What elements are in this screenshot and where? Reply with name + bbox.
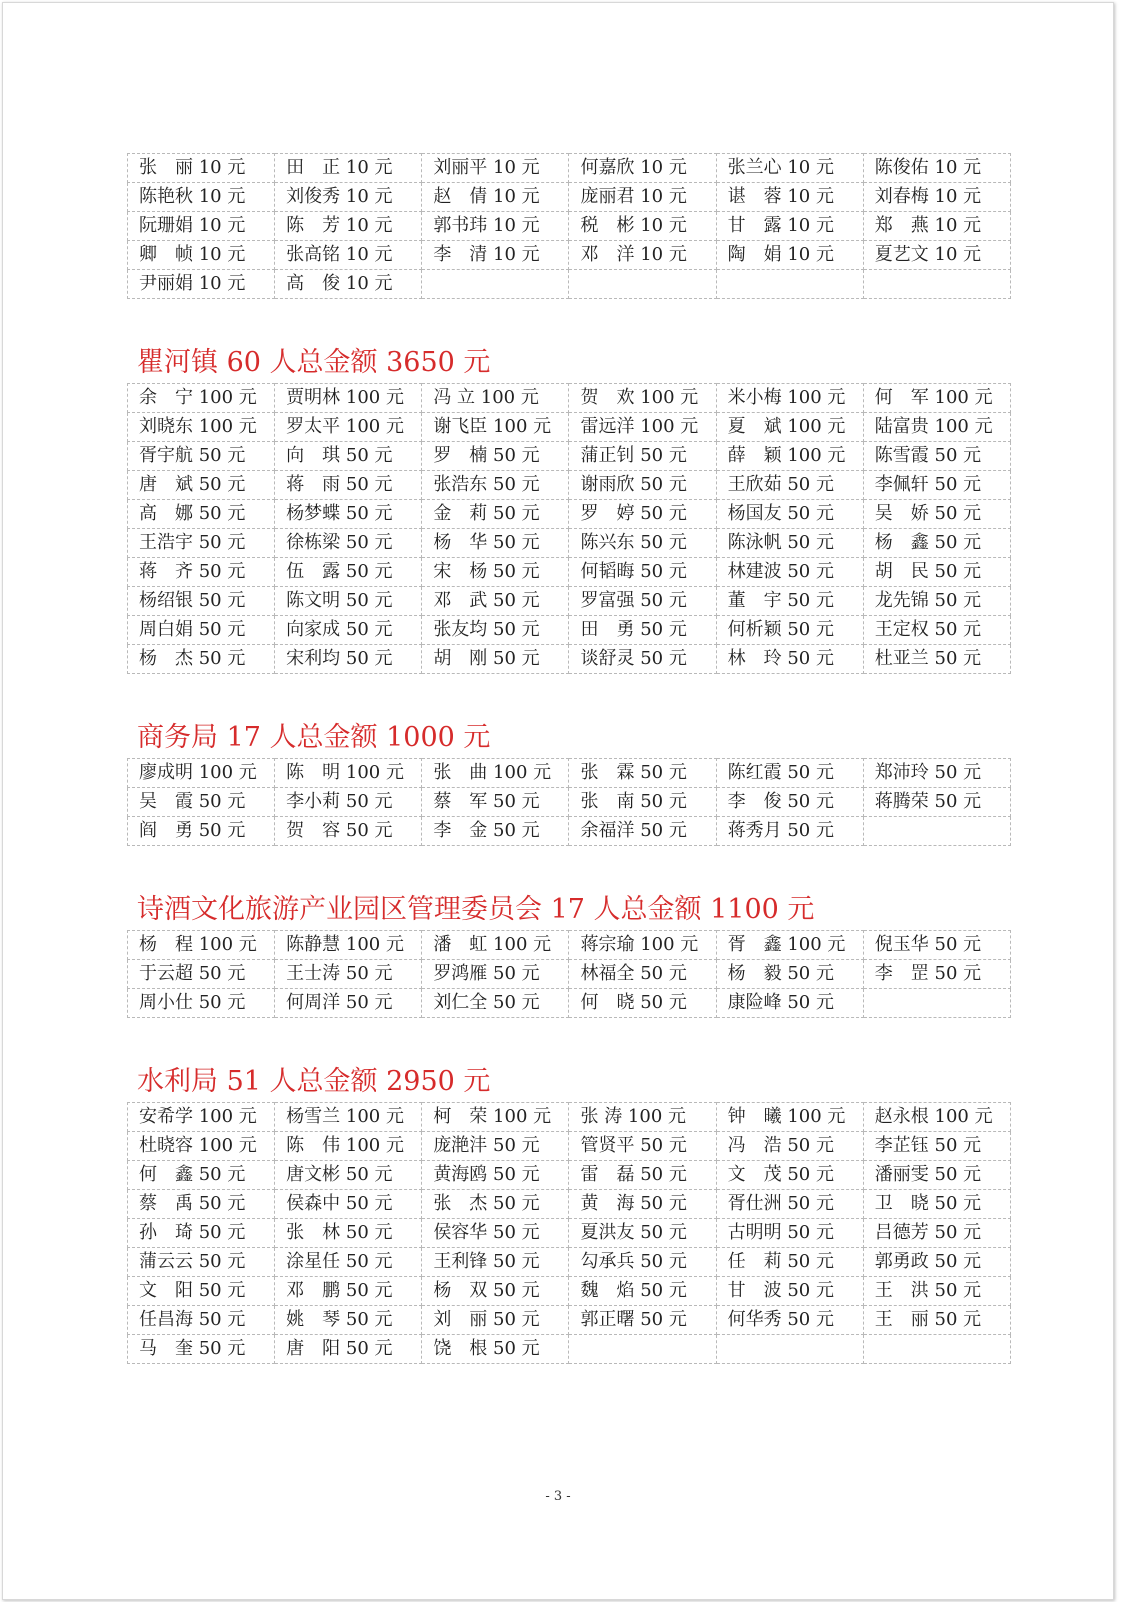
donor-cell: 王利锋 50 元 xyxy=(422,1248,569,1277)
donor-cell: 郭书玮 10 元 xyxy=(422,212,569,241)
donor-cell: 陈红霞 50 元 xyxy=(716,759,863,788)
donor-cell: 康险峰 50 元 xyxy=(716,989,863,1018)
donor-cell: 姚 琴 50 元 xyxy=(275,1306,422,1335)
table-row xyxy=(128,645,1011,674)
donor-cell: 侯容华 50 元 xyxy=(422,1219,569,1248)
donor-cell: 甘 波 50 元 xyxy=(716,1277,863,1306)
donor-cell: 张浩东 50 元 xyxy=(422,471,569,500)
donor-cell: 杨 毅 50 元 xyxy=(716,960,863,989)
donor-cell: 陈艳秋 10 元 xyxy=(128,183,275,212)
donor-cell: 何周洋 50 元 xyxy=(275,989,422,1018)
donor-cell: 李 金 50 元 xyxy=(422,817,569,846)
donor-cell: 王 洪 50 元 xyxy=(863,1277,1010,1306)
donor-cell: 黄 海 50 元 xyxy=(569,1190,716,1219)
donor-cell: 蒋 齐 50 元 xyxy=(128,558,275,587)
donor-cell: 张 南 50 元 xyxy=(569,788,716,817)
donor-cell: 阮珊娟 10 元 xyxy=(128,212,275,241)
donor-cell: 胡 刚 50 元 xyxy=(422,645,569,674)
donor-cell: 雷 磊 50 元 xyxy=(569,1161,716,1190)
table-row xyxy=(128,1335,1011,1364)
donor-cell: 刘春梅 10 元 xyxy=(863,183,1010,212)
donor-cell: 向 琪 50 元 xyxy=(275,442,422,471)
donor-cell: 陈 伟 100 元 xyxy=(275,1132,422,1161)
donor-cell: 周白娟 50 元 xyxy=(128,616,275,645)
donor-cell: 杜亚兰 50 元 xyxy=(863,645,1010,674)
donor-cell xyxy=(863,817,1010,846)
donor-cell: 何析颖 50 元 xyxy=(716,616,863,645)
table-row xyxy=(128,241,1011,270)
donor-cell: 卿 帧 10 元 xyxy=(128,241,275,270)
table-row xyxy=(128,1103,1011,1132)
donor-cell: 张 丽 10 元 xyxy=(128,154,275,183)
donor-table xyxy=(127,1102,1011,1364)
table-row xyxy=(128,212,1011,241)
donor-cell: 唐文彬 50 元 xyxy=(275,1161,422,1190)
donor-cell: 陈兴东 50 元 xyxy=(569,529,716,558)
donor-cell: 邓 鹏 50 元 xyxy=(275,1277,422,1306)
donor-cell: 陈文明 50 元 xyxy=(275,587,422,616)
donor-cell: 蔡 军 50 元 xyxy=(422,788,569,817)
donor-cell: 高 俊 10 元 xyxy=(275,270,422,299)
donor-cell: 何 晓 50 元 xyxy=(569,989,716,1018)
table-row xyxy=(128,154,1011,183)
donor-cell: 赵 倩 10 元 xyxy=(422,183,569,212)
donor-cell: 贺 欢 100 元 xyxy=(569,384,716,413)
donor-cell: 马 奎 50 元 xyxy=(128,1335,275,1364)
donor-cell: 张高铭 10 元 xyxy=(275,241,422,270)
donor-cell: 张 涛 100 元 xyxy=(569,1103,716,1132)
donor-cell: 张 林 50 元 xyxy=(275,1219,422,1248)
donor-cell: 何嘉欣 10 元 xyxy=(569,154,716,183)
donor-cell: 雷远洋 100 元 xyxy=(569,413,716,442)
section-spacer xyxy=(127,846,1011,890)
donor-cell: 胥宇航 50 元 xyxy=(128,442,275,471)
donor-cell: 吴 霞 50 元 xyxy=(128,788,275,817)
donor-cell: 庞滟沣 50 元 xyxy=(422,1132,569,1161)
donor-cell: 李 俊 50 元 xyxy=(716,788,863,817)
table-row xyxy=(128,616,1011,645)
donor-cell xyxy=(422,270,569,299)
donor-cell: 饶 根 50 元 xyxy=(422,1335,569,1364)
donor-cell: 张 曲 100 元 xyxy=(422,759,569,788)
donor-cell: 谈舒灵 50 元 xyxy=(569,645,716,674)
table-row xyxy=(128,1132,1011,1161)
donor-cell: 林福全 50 元 xyxy=(569,960,716,989)
donor-table xyxy=(127,758,1011,846)
donor-cell: 孙 琦 50 元 xyxy=(128,1219,275,1248)
donor-cell: 蒲云云 50 元 xyxy=(128,1248,275,1277)
table-row xyxy=(128,989,1011,1018)
table-row xyxy=(128,1277,1011,1306)
donor-cell: 蒲正钊 50 元 xyxy=(569,442,716,471)
donor-cell: 伍 露 50 元 xyxy=(275,558,422,587)
donor-cell: 金 莉 50 元 xyxy=(422,500,569,529)
donor-cell xyxy=(569,270,716,299)
donor-cell: 胥仕洲 50 元 xyxy=(716,1190,863,1219)
donor-cell: 税 彬 10 元 xyxy=(569,212,716,241)
donor-cell: 于云超 50 元 xyxy=(128,960,275,989)
donor-cell: 蒋秀月 50 元 xyxy=(716,817,863,846)
donor-cell: 何 军 100 元 xyxy=(863,384,1010,413)
donor-cell: 向家成 50 元 xyxy=(275,616,422,645)
donor-cell: 蒋腾荣 50 元 xyxy=(863,788,1010,817)
donor-cell: 郑 燕 10 元 xyxy=(863,212,1010,241)
donor-cell: 黄海鸥 50 元 xyxy=(422,1161,569,1190)
donor-cell: 王 丽 50 元 xyxy=(863,1306,1010,1335)
donor-cell: 周小仕 50 元 xyxy=(128,989,275,1018)
section-title: 商务局 17 人总金额 1000 元 xyxy=(137,722,491,753)
donor-cell: 唐 阳 50 元 xyxy=(275,1335,422,1364)
table-row xyxy=(128,384,1011,413)
donor-cell: 杨雪兰 100 元 xyxy=(275,1103,422,1132)
donor-cell: 张 杰 50 元 xyxy=(422,1190,569,1219)
section-title: 瞿河镇 60 人总金额 3650 元 xyxy=(137,347,491,378)
table-row xyxy=(128,960,1011,989)
table-row xyxy=(128,788,1011,817)
table-row xyxy=(128,759,1011,788)
donor-cell: 杨 双 50 元 xyxy=(422,1277,569,1306)
donor-cell: 吕德芳 50 元 xyxy=(863,1219,1010,1248)
donor-cell: 杨 华 50 元 xyxy=(422,529,569,558)
donor-cell: 杨绍银 50 元 xyxy=(128,587,275,616)
donor-cell: 文 茂 50 元 xyxy=(716,1161,863,1190)
donor-cell: 尹丽娟 10 元 xyxy=(128,270,275,299)
donor-cell: 杨梦蝶 50 元 xyxy=(275,500,422,529)
donor-cell: 杨 杰 50 元 xyxy=(128,645,275,674)
donor-cell xyxy=(863,989,1010,1018)
donor-cell: 谌 蓉 10 元 xyxy=(716,183,863,212)
table-row xyxy=(128,442,1011,471)
donor-cell: 陈 明 100 元 xyxy=(275,759,422,788)
donor-cell: 廖成明 100 元 xyxy=(128,759,275,788)
donor-cell: 潘 虹 100 元 xyxy=(422,931,569,960)
donor-cell: 余福洋 50 元 xyxy=(569,817,716,846)
donor-cell: 薛 颖 100 元 xyxy=(716,442,863,471)
donor-cell: 潘丽雯 50 元 xyxy=(863,1161,1010,1190)
donor-cell: 刘晓东 100 元 xyxy=(128,413,275,442)
donor-cell: 冯 浩 50 元 xyxy=(716,1132,863,1161)
donor-cell: 文 阳 50 元 xyxy=(128,1277,275,1306)
table-row xyxy=(128,183,1011,212)
donor-cell: 龙先锦 50 元 xyxy=(863,587,1010,616)
donor-cell: 邓 洋 10 元 xyxy=(569,241,716,270)
donor-cell: 阎 勇 50 元 xyxy=(128,817,275,846)
donor-cell: 刘丽平 10 元 xyxy=(422,154,569,183)
donor-cell: 刘俊秀 10 元 xyxy=(275,183,422,212)
donor-cell: 夏洪友 50 元 xyxy=(569,1219,716,1248)
donor-cell: 夏艺文 10 元 xyxy=(863,241,1010,270)
table-row xyxy=(128,471,1011,500)
donor-cell: 甘 露 10 元 xyxy=(716,212,863,241)
table-row xyxy=(128,817,1011,846)
donor-cell: 唐 斌 50 元 xyxy=(128,471,275,500)
table-row xyxy=(128,529,1011,558)
section-spacer xyxy=(127,299,1011,343)
donor-table xyxy=(127,930,1011,1018)
donor-cell: 李小莉 50 元 xyxy=(275,788,422,817)
donor-cell: 庞丽君 10 元 xyxy=(569,183,716,212)
donor-cell: 谢飞臣 100 元 xyxy=(422,413,569,442)
donor-cell: 余 宁 100 元 xyxy=(128,384,275,413)
donor-cell: 陈静慧 100 元 xyxy=(275,931,422,960)
table-row xyxy=(128,558,1011,587)
table-row xyxy=(128,587,1011,616)
donor-cell: 陈 芳 10 元 xyxy=(275,212,422,241)
donor-cell: 董 宇 50 元 xyxy=(716,587,863,616)
donor-cell: 夏 斌 100 元 xyxy=(716,413,863,442)
donor-cell: 田 正 10 元 xyxy=(275,154,422,183)
section-title: 水利局 51 人总金额 2950 元 xyxy=(137,1066,491,1097)
donor-cell: 李佩轩 50 元 xyxy=(863,471,1010,500)
donor-cell: 郑沛玲 50 元 xyxy=(863,759,1010,788)
donor-cell: 林建波 50 元 xyxy=(716,558,863,587)
donor-cell: 蒋宗瑜 100 元 xyxy=(569,931,716,960)
donor-cell: 杜晓容 100 元 xyxy=(128,1132,275,1161)
donor-cell: 张兰心 10 元 xyxy=(716,154,863,183)
donor-cell: 陈雪霞 50 元 xyxy=(863,442,1010,471)
donor-cell: 魏 焰 50 元 xyxy=(569,1277,716,1306)
donor-cell: 王士涛 50 元 xyxy=(275,960,422,989)
donor-cell xyxy=(569,1335,716,1364)
donor-cell: 宋 杨 50 元 xyxy=(422,558,569,587)
donor-cell xyxy=(863,1335,1010,1364)
donor-cell xyxy=(716,270,863,299)
section-title: 诗酒文化旅游产业园区管理委员会 17 人总金额 1100 元 xyxy=(137,894,815,925)
donor-cell: 罗太平 100 元 xyxy=(275,413,422,442)
donor-cell: 陆富贵 100 元 xyxy=(863,413,1010,442)
donor-cell: 任昌海 50 元 xyxy=(128,1306,275,1335)
donor-cell: 王浩宇 50 元 xyxy=(128,529,275,558)
donor-cell: 何韬晦 50 元 xyxy=(569,558,716,587)
donor-cell: 胡 民 50 元 xyxy=(863,558,1010,587)
donor-cell: 赵永根 100 元 xyxy=(863,1103,1010,1132)
donor-cell: 罗鸿雁 50 元 xyxy=(422,960,569,989)
page-content xyxy=(127,153,1011,1364)
table-row xyxy=(128,500,1011,529)
donor-cell: 胥 鑫 100 元 xyxy=(716,931,863,960)
table-row xyxy=(128,931,1011,960)
donor-cell: 何 鑫 50 元 xyxy=(128,1161,275,1190)
document-page xyxy=(2,2,1114,1600)
donor-cell: 陈泳帆 50 元 xyxy=(716,529,863,558)
sections-container xyxy=(127,299,1011,1364)
donor-cell: 王定权 50 元 xyxy=(863,616,1010,645)
donor-table-continued xyxy=(127,153,1011,299)
donor-cell: 吴 娇 50 元 xyxy=(863,500,1010,529)
table-row xyxy=(128,1190,1011,1219)
donor-cell: 林 玲 50 元 xyxy=(716,645,863,674)
table-row xyxy=(128,1248,1011,1277)
donor-cell: 卫 晓 50 元 xyxy=(863,1190,1010,1219)
donor-cell: 勾承兵 50 元 xyxy=(569,1248,716,1277)
donor-cell: 郭正曙 50 元 xyxy=(569,1306,716,1335)
donor-cell: 杨 鑫 50 元 xyxy=(863,529,1010,558)
donor-cell: 刘 丽 50 元 xyxy=(422,1306,569,1335)
donor-cell: 罗 婷 50 元 xyxy=(569,500,716,529)
page-number: - 3 - xyxy=(545,1489,571,1504)
table-row xyxy=(128,413,1011,442)
donor-cell: 刘仁全 50 元 xyxy=(422,989,569,1018)
donor-cell: 陶 娟 10 元 xyxy=(716,241,863,270)
donor-cell: 陈俊佑 10 元 xyxy=(863,154,1010,183)
donor-cell: 李芷钰 50 元 xyxy=(863,1132,1010,1161)
donor-cell: 杨 程 100 元 xyxy=(128,931,275,960)
donor-cell: 郭勇政 50 元 xyxy=(863,1248,1010,1277)
donor-cell: 张友均 50 元 xyxy=(422,616,569,645)
donor-cell: 徐栋梁 50 元 xyxy=(275,529,422,558)
donor-cell: 罗 楠 50 元 xyxy=(422,442,569,471)
donor-cell: 何华秀 50 元 xyxy=(716,1306,863,1335)
donor-cell: 谢雨欣 50 元 xyxy=(569,471,716,500)
donor-cell: 米小梅 100 元 xyxy=(716,384,863,413)
donor-cell: 杨国友 50 元 xyxy=(716,500,863,529)
donor-cell: 贾明林 100 元 xyxy=(275,384,422,413)
donor-cell xyxy=(716,1335,863,1364)
donor-cell: 安希学 100 元 xyxy=(128,1103,275,1132)
donor-cell: 高 娜 50 元 xyxy=(128,500,275,529)
donor-cell: 罗富强 50 元 xyxy=(569,587,716,616)
donor-cell: 冯 立 100 元 xyxy=(422,384,569,413)
donor-cell: 贺 容 50 元 xyxy=(275,817,422,846)
donor-cell: 柯 荣 100 元 xyxy=(422,1103,569,1132)
donor-cell: 蔡 禹 50 元 xyxy=(128,1190,275,1219)
donor-cell: 邓 武 50 元 xyxy=(422,587,569,616)
section-spacer xyxy=(127,674,1011,718)
donor-cell: 任 莉 50 元 xyxy=(716,1248,863,1277)
donor-cell: 古明明 50 元 xyxy=(716,1219,863,1248)
donor-cell: 李 罡 50 元 xyxy=(863,960,1010,989)
donor-cell: 张 霖 50 元 xyxy=(569,759,716,788)
donor-cell: 蒋 雨 50 元 xyxy=(275,471,422,500)
donor-cell xyxy=(863,270,1010,299)
donor-cell: 王欣茹 50 元 xyxy=(716,471,863,500)
donor-cell: 涂星任 50 元 xyxy=(275,1248,422,1277)
donor-cell: 田 勇 50 元 xyxy=(569,616,716,645)
donor-cell: 倪玉华 50 元 xyxy=(863,931,1010,960)
section-spacer xyxy=(127,1018,1011,1062)
donor-table xyxy=(127,383,1011,674)
table-row xyxy=(128,1161,1011,1190)
table-row xyxy=(128,1306,1011,1335)
donor-cell: 宋利均 50 元 xyxy=(275,645,422,674)
donor-cell: 钟 曦 100 元 xyxy=(716,1103,863,1132)
donor-cell: 管贤平 50 元 xyxy=(569,1132,716,1161)
table-row xyxy=(128,270,1011,299)
table-row xyxy=(128,1219,1011,1248)
donor-cell: 李 清 10 元 xyxy=(422,241,569,270)
donor-cell: 侯森中 50 元 xyxy=(275,1190,422,1219)
